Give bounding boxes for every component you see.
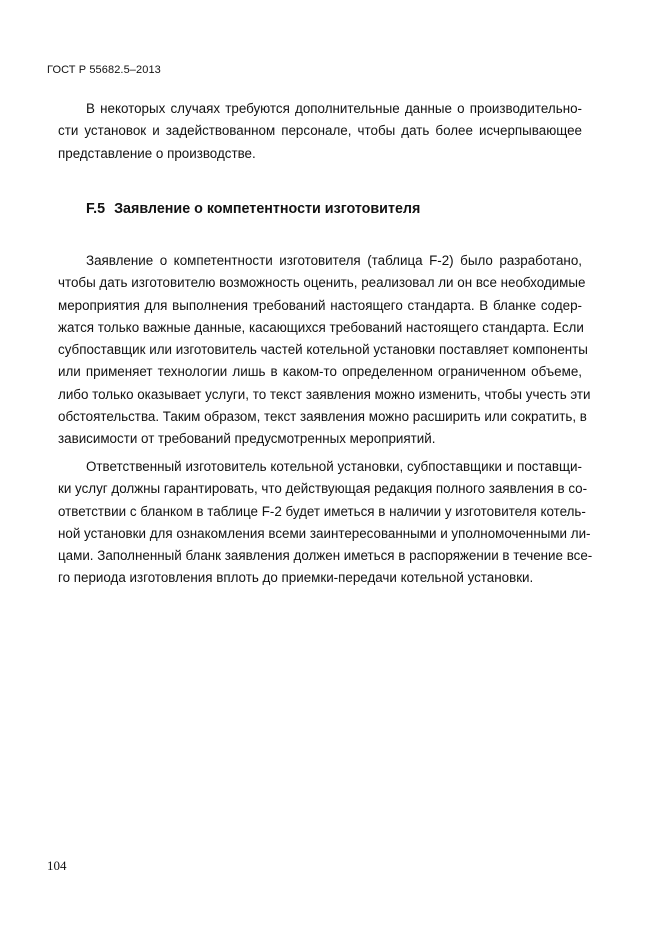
text-line: представление о производстве. [58, 145, 256, 161]
text-line: сти установок и задействованном персонале, чтобы дать более исчерпывающее [58, 123, 582, 139]
section-title: Заявление о компетентности изготовителя [114, 201, 421, 217]
paragraph-2 [58, 456, 593, 590]
text-line: ной установки для ознакомления всеми заинтересованными и уполномоченными ли- [58, 525, 591, 541]
text-line: мероприятия для выполнения требований настоящего стандарта. В бланке содер- [58, 297, 582, 313]
text-line: го периода изготовления вплоть до приемки-передачи котельной установки. [58, 570, 534, 586]
text-line: или применяет технологии лишь в каком-то определенном ограниченном объеме, [58, 364, 582, 380]
section-heading [86, 201, 420, 217]
text-line: цами. Заполненный бланк заявления должен иметься в распоряжении в течение все- [58, 548, 593, 564]
text-line: Заявление о компетентности изготовителя (таблица F-2) было разработано, [86, 253, 582, 268]
text-line: зависимости от требований предусмотренных мероприятий. [58, 431, 436, 447]
text-line: субпоставщик или изготовитель частей котельной установки поставляет компоненты [58, 342, 588, 358]
paragraph-1 [58, 250, 591, 451]
document-header: ГОСТ Р 55682.5–2013 [47, 64, 161, 76]
section-number: F.5 [86, 201, 106, 217]
text-line: жатся только важные данные, касающихся требований настоящего стандарта. Если [58, 319, 584, 335]
text-line: чтобы дать изготовителю возможность оценить, реализовал ли он все необходимые [58, 275, 586, 291]
text-line: обстоятельства. Таким образом, текст заявления можно расширить или сократить, в [58, 409, 587, 425]
text-line: ки услуг должны гарантировать, что действующая редакция полного заявления в со- [58, 481, 588, 497]
text-line: ответствии с бланком в таблице F-2 будет иметься в наличии у изготовителя котель- [58, 503, 586, 519]
intro-paragraph [58, 98, 582, 165]
text-line: либо только оказывает услуги, то текст заявления можно изменить, чтобы учесть эти [58, 386, 591, 402]
text-line: В некоторых случаях требуются дополнительные данные о производительно- [86, 101, 582, 116]
text-line: Ответственный изготовитель котельной установки, субпоставщики и поставщи- [86, 459, 582, 474]
page-number: 104 [47, 858, 67, 873]
